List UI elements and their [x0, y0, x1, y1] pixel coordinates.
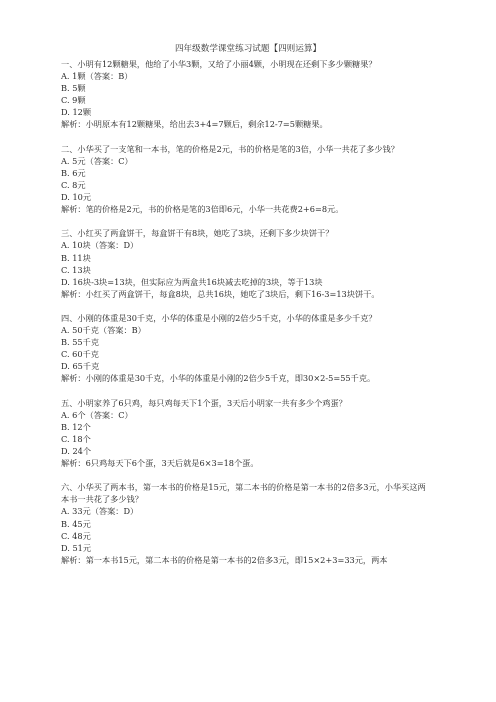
question-explanation: 解析：第一本书15元，第二本书的价格是第一本书的2倍多3元，即15×2+3=33元，两本 [61, 554, 388, 565]
option-c: C. 48元 [61, 530, 91, 541]
option-d: D. 10元 [61, 192, 92, 203]
option-a: A. 6个（答案：C） [61, 409, 133, 420]
question-stem: 三、小红买了两盒饼干，每盒饼干有8块，她吃了3块，还剩下多少块饼干？ [61, 228, 334, 239]
question-6 [61, 481, 433, 566]
question-stem: 五、小明家养了6只鸡，每只鸡每天下1个蛋，3天后小明家一共有多少个鸡蛋？ [61, 397, 347, 408]
option-d: D. 12颗 [61, 107, 92, 118]
document-title: 四年级数学课堂练习试题【四则运算】 [174, 44, 322, 54]
question-5 [61, 397, 433, 470]
option-c: C. 13块 [61, 264, 91, 275]
question-explanation: 解析：小红买了两盒饼干，每盒8块，总共16块，她吃了3块后，剩下16-3=13块饼干。 [61, 288, 380, 299]
question-2 [61, 143, 433, 216]
question-stem: 四、小刚的体重是30千克，小华的体重是小刚的2倍少5千克，小华的体重是多少千克？ [61, 312, 377, 323]
option-b: B. 12个 [61, 421, 91, 432]
question-stem: 一、小明有12颗糖果，他给了小华3颗，又给了小丽4颗，小明现在还剩下多少颗糖果？ [61, 59, 377, 69]
option-b: B. 5颗 [61, 83, 86, 94]
option-c: C. 8元 [61, 179, 86, 190]
question-stem: 二、小华买了一支笔和一本书，笔的价格是2元，书的价格是笔的3倍，小华一共花了多少钱？ [61, 143, 399, 154]
option-c: C. 9颗 [61, 95, 86, 106]
question-explanation: 解析：小明原本有12颗糖果，给出去3+4=7颗后，剩余12-7=5颗糖果。 [61, 119, 328, 130]
question-explanation: 解析：笔的价格是2元，书的价格是笔的3倍即6元，小华一共花费2+6=8元。 [61, 204, 344, 215]
option-b: B. 45元 [61, 518, 91, 529]
question-explanation: 解析：6只鸡每天下6个蛋，3天后就是6×3=18个蛋。 [61, 458, 259, 469]
option-d: D. 65千克 [61, 361, 100, 372]
question-list [61, 58, 433, 578]
option-d: D. 51元 [61, 542, 92, 553]
question-4 [61, 312, 433, 385]
option-a: A. 50千克（答案：B） [61, 325, 146, 336]
option-d: D. 24个 [61, 446, 92, 456]
question-1 [61, 58, 433, 131]
option-a: A. 1颗（答案：B） [61, 71, 133, 82]
option-b: B. 55千克 [61, 337, 100, 348]
option-d: D. 16块-3块=13块，但实际应为两盒共16块减去吃掉的3块，等于13块 [61, 276, 323, 287]
question-explanation: 解析：小刚的体重是30千克，小华的体重是小刚的2倍少5千克，即30×2-5=55千克。 [61, 373, 376, 384]
question-3 [61, 227, 433, 300]
option-a: A. 33元（答案：D） [61, 506, 139, 517]
option-b: B. 6元 [61, 167, 86, 178]
option-b: B. 11块 [61, 252, 91, 263]
option-a: A. 10块（答案：D） [61, 240, 139, 251]
option-c: C. 60千克 [61, 349, 99, 360]
option-c: C. 18个 [61, 433, 91, 444]
question-stem: 六、小华买了两本书，第一本书的价格是15元，第二本书的价格是第一本书的2倍多3元，小华买这两本书一共花了多少钱？ [61, 482, 426, 505]
option-a: A. 5元（答案：C） [61, 155, 133, 166]
